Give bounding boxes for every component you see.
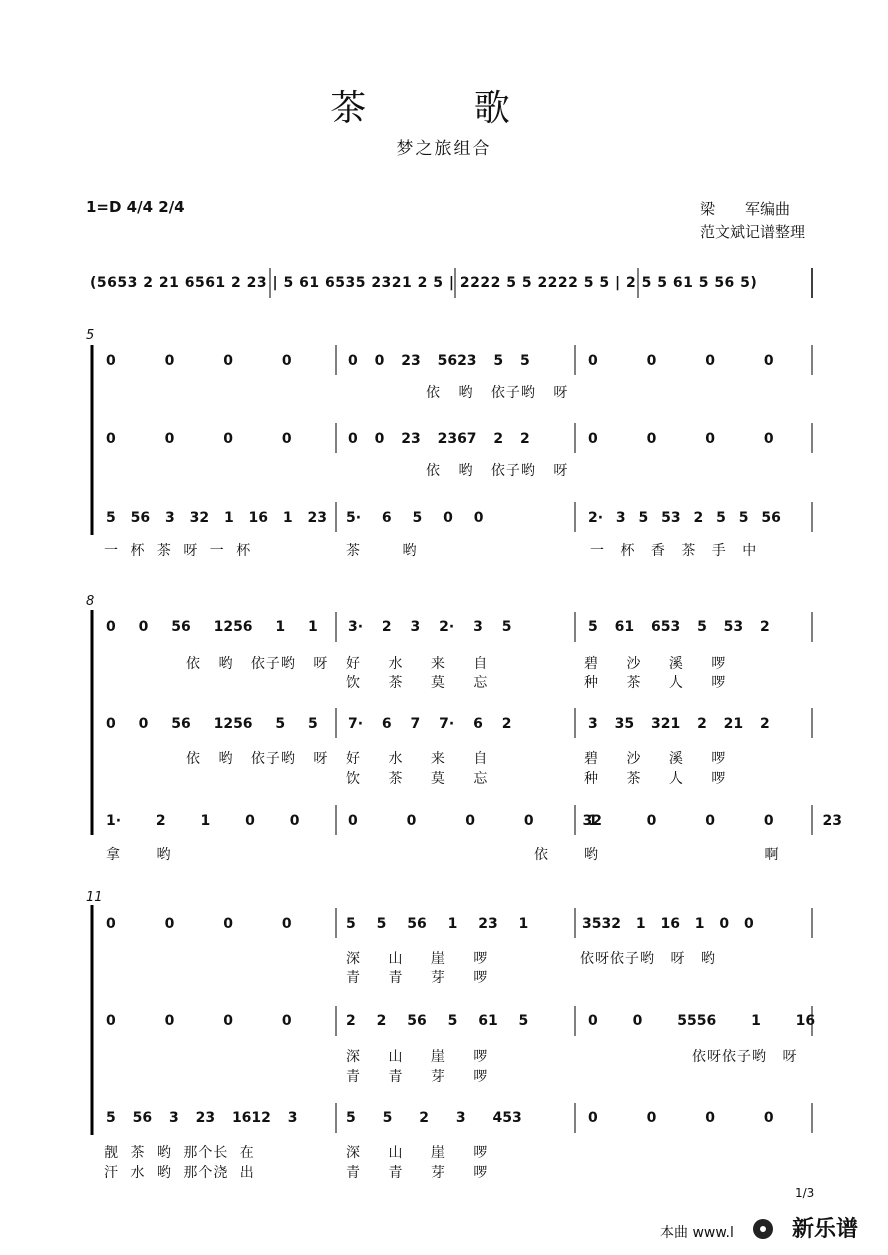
arranger-credit: 范文斌记谱整理 — [700, 223, 806, 241]
notes: 2 2 56 5 61 5 — [346, 1013, 529, 1029]
lyrics: 依 哟 依子哟 呀 — [426, 463, 569, 479]
notes: 7· 6 7 7· 6 2 — [348, 716, 512, 732]
notes: 5 5 56 1 23 1 — [346, 916, 529, 932]
footer-text: 本曲 www.l — [660, 1225, 734, 1241]
song-subtitle: 梦之旅组合 — [396, 139, 492, 159]
lyrics: 深 山 崖 啰 — [346, 1049, 489, 1065]
notes: 0 0 0 0 32 — [348, 813, 602, 829]
notes: 5 5 2 3 453 — [346, 1110, 522, 1126]
notes: 3· 2 3 2· 3 5 — [348, 619, 512, 635]
lyrics: 哟 啊 — [584, 847, 780, 863]
measure-number: 11 — [86, 890, 103, 905]
notes: 0 0 23 5623 5 5 — [348, 353, 530, 369]
song-title: 茶 歌 — [330, 88, 558, 129]
lyrics: 依呀依子哟 呀 — [692, 1049, 798, 1065]
lyrics: 青 青 芽 啰 — [346, 970, 489, 986]
notes: 5 56 3 32 1 16 1 23 — [106, 510, 328, 526]
notes: 0 0 56 1256 1 1 — [106, 619, 318, 635]
notes: 0 0 23 2367 2 2 — [348, 431, 530, 447]
notes: 1· 2 1 0 0 — [106, 813, 300, 829]
notes: 0 0 0 0 — [106, 431, 292, 447]
lyrics: 青 青 芽 啰 — [346, 1069, 489, 1085]
page-number: 1/3 — [795, 1186, 815, 1200]
lyrics: 汗 水 哟 那个浇 出 — [104, 1165, 255, 1181]
notes: 3 35 321 2 21 2 — [588, 716, 770, 732]
lyrics: 一 杯 香 茶 手 中 — [590, 543, 758, 559]
notes: 3532 1 16 1 0 0 — [582, 916, 754, 932]
key-signature: 1=D 4/4 2/4 — [86, 198, 185, 216]
lyrics: 碧 沙 溪 啰 — [584, 656, 727, 672]
lyrics: 靓 茶 哟 那个长 在 — [104, 1145, 255, 1161]
lyrics: 好 水 来 自 — [346, 656, 489, 672]
notes: 1 0 0 0 23 — [588, 813, 842, 829]
notes: 0 0 0 0 — [106, 916, 292, 932]
notes: 0 0 0 0 — [588, 353, 774, 369]
lyrics: 拿 哟 — [106, 847, 172, 863]
notes: 0 0 0 0 — [106, 1013, 292, 1029]
lyrics: 种 茶 人 啰 — [584, 675, 727, 691]
lyrics: 一 杯 茶 呀 一 杯 — [104, 543, 252, 559]
notes: 0 0 0 0 — [588, 431, 774, 447]
lyrics: 依呀依子哟 呀 哟 — [580, 951, 716, 967]
lyrics: 茶 哟 — [346, 543, 418, 559]
lyrics: 饮 茶 莫 忘 — [346, 771, 489, 787]
notes: 0 0 56 1256 5 5 — [106, 716, 318, 732]
lyrics: 依 哟 依子哟 呀 — [426, 385, 569, 401]
lyrics: 好 水 来 自 — [346, 751, 489, 767]
lyrics: 依 哟 依子哟 呀 — [186, 751, 329, 767]
lyrics: 种 茶 人 啰 — [584, 771, 727, 787]
notes: 2· 3 5 53 2 5 5 56 — [588, 510, 781, 526]
lyrics: 依 — [534, 847, 549, 863]
lyrics: 依 哟 依子哟 呀 — [186, 656, 329, 672]
measure-number: 5 — [86, 328, 95, 343]
notes: 5· 6 5 0 0 — [346, 510, 484, 526]
notes: 5 61 653 5 53 2 — [588, 619, 770, 635]
lyrics: 青 青 芽 啰 — [346, 1165, 489, 1181]
measure-number: 8 — [86, 594, 95, 609]
notes: 5 56 3 23 1612 3 — [106, 1110, 298, 1126]
logo-text: 新乐谱 — [792, 1217, 859, 1242]
logo-icon — [752, 1218, 774, 1240]
composer-credit: 梁 军编曲 — [700, 200, 791, 218]
intro-line: (5653 2 21 6561 2 23 | 5 61 6535 2321 2 5 | 2222 5 5 2222 5 5 | 2 5 5 61 5 56 5) — [90, 275, 758, 291]
notes: 0 0 0 0 — [588, 1110, 774, 1126]
notes: 0 0 0 0 — [106, 353, 292, 369]
lyrics: 深 山 崖 啰 — [346, 1145, 489, 1161]
lyrics: 饮 茶 莫 忘 — [346, 675, 489, 691]
notes: 0 0 5556 1 16 — [588, 1013, 816, 1029]
lyrics: 深 山 崖 啰 — [346, 951, 489, 967]
lyrics: 碧 沙 溪 啰 — [584, 751, 727, 767]
